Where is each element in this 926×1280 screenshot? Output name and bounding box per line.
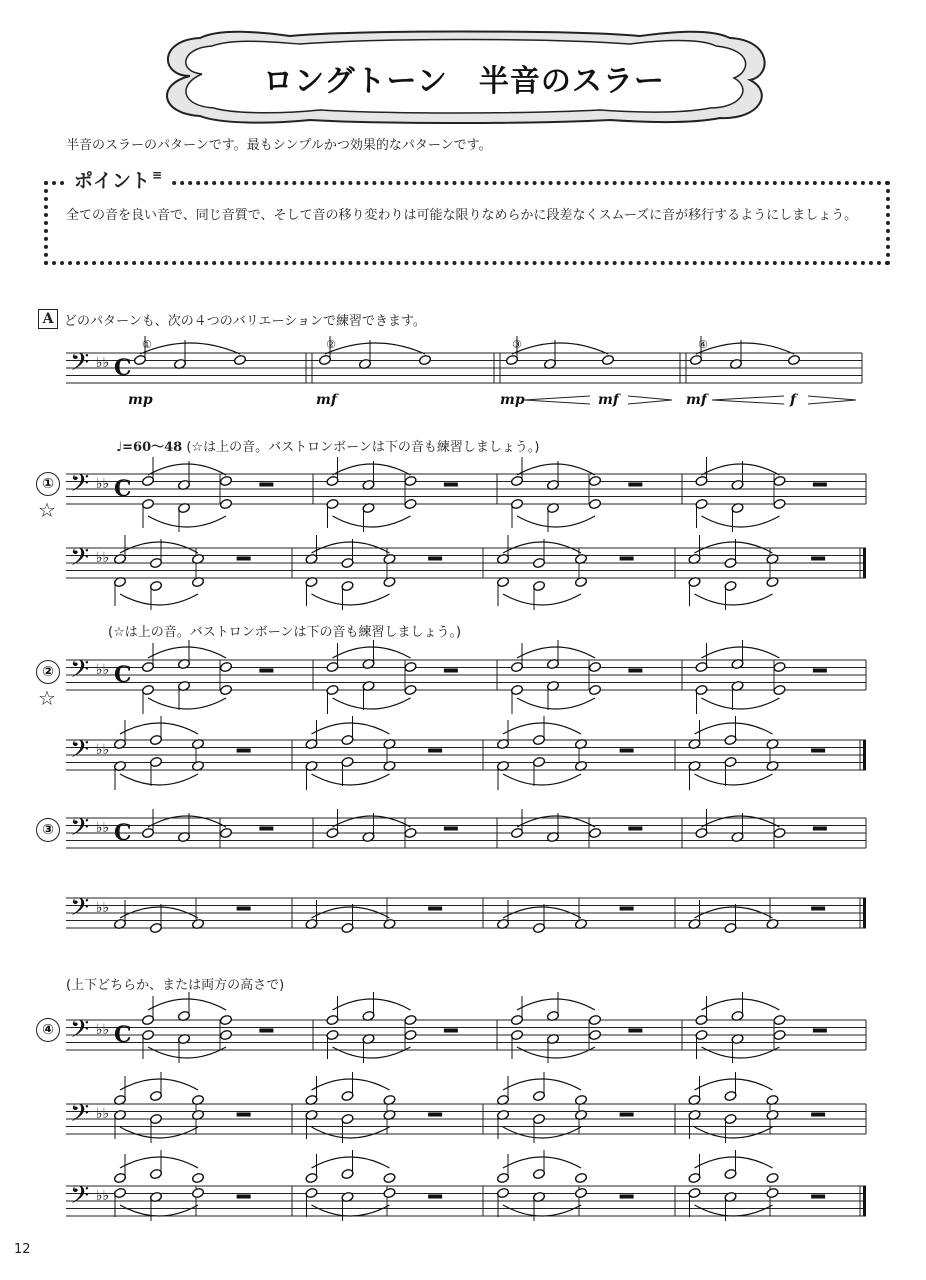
crescendo-hairpin <box>524 396 590 404</box>
slur <box>503 1205 581 1216</box>
time-signature-icon: C <box>114 476 132 502</box>
slur <box>333 516 411 527</box>
slur <box>312 594 390 605</box>
decrescendo-hairpin <box>628 396 672 404</box>
staff <box>66 457 866 532</box>
crescendo-hairpin <box>712 396 784 404</box>
whole-rest <box>813 669 827 673</box>
whole-rest <box>428 557 442 561</box>
whole-rest <box>628 669 642 673</box>
notehead <box>588 475 601 486</box>
slur <box>503 1079 581 1090</box>
bass-clef-icon: 𝄢 <box>70 1099 90 1134</box>
key-signature-icon: ♭♭ <box>96 1188 110 1204</box>
whole-rest <box>813 1029 827 1033</box>
whole-rest <box>444 483 458 487</box>
staff <box>66 640 866 714</box>
slur <box>148 464 226 475</box>
dynamic-marking: mp <box>500 392 525 408</box>
notehead <box>404 661 417 672</box>
slur <box>702 999 780 1010</box>
notehead <box>588 827 601 838</box>
time-signature-icon: C <box>114 1022 132 1048</box>
exercise-number-4: ④ <box>36 1018 60 1042</box>
bass-clef-icon: 𝄢 <box>70 735 90 770</box>
point-text: 全ての音を良い音で、同じ音質で、そして音の移り変わりは可能な限りなめらかに段差なくスムーズに音が移行するようにしましょう。 <box>66 208 858 223</box>
notehead <box>773 684 786 695</box>
key-signature-icon: ♭♭ <box>96 355 110 371</box>
notehead <box>766 1187 779 1198</box>
slur <box>503 723 581 734</box>
slur <box>517 1047 595 1058</box>
slur <box>312 1127 390 1138</box>
notehead <box>773 475 786 486</box>
slur <box>120 1079 198 1090</box>
slur <box>140 343 240 354</box>
notehead <box>219 1029 232 1040</box>
whole-rest <box>428 1113 442 1117</box>
notehead <box>404 827 417 838</box>
slur <box>333 999 411 1010</box>
notehead <box>574 1172 587 1183</box>
notehead <box>588 661 601 672</box>
page-title: ロングトーン 半音のスラー <box>263 64 665 99</box>
whole-rest <box>628 1029 642 1033</box>
dynamic-marking: mf <box>316 392 337 408</box>
variation-number: ④ <box>698 338 708 351</box>
whole-rest <box>444 669 458 673</box>
slur <box>517 999 595 1010</box>
notehead <box>766 1172 779 1183</box>
whole-rest <box>620 1195 634 1199</box>
slur <box>702 516 780 527</box>
notehead <box>588 684 601 695</box>
slur <box>120 723 198 734</box>
notehead <box>787 354 800 365</box>
slur <box>148 698 226 709</box>
staff <box>66 809 866 848</box>
whole-rest <box>813 483 827 487</box>
dynamic-marking: f <box>790 392 797 408</box>
bass-clef-icon: 𝄢 <box>70 655 90 690</box>
key-signature-icon: ♭♭ <box>96 1106 110 1122</box>
slur <box>695 774 773 785</box>
notehead <box>219 827 232 838</box>
slur <box>702 647 780 658</box>
whole-rest <box>428 1195 442 1199</box>
exercise-number-2: ② <box>36 660 60 684</box>
whole-rest <box>628 827 642 831</box>
staff <box>66 716 866 790</box>
whole-rest <box>259 669 273 673</box>
note-1-text: (☆は上の音。バストロンボーンは下の音も練習しましょう。) <box>186 440 540 455</box>
slur <box>695 1079 773 1090</box>
whole-rest <box>237 557 251 561</box>
slur <box>333 698 411 709</box>
intro-text: 半音のスラーのパターンです。最もシンプルかつ効果的なパターンです。 <box>66 138 492 153</box>
whole-rest <box>259 1029 273 1033</box>
whole-rest <box>620 557 634 561</box>
slur <box>696 343 794 354</box>
whole-rest <box>259 827 273 831</box>
notehead <box>588 1014 601 1025</box>
slur <box>148 516 226 527</box>
whole-rest <box>628 483 642 487</box>
whole-rest <box>444 827 458 831</box>
whole-rest <box>237 749 251 753</box>
notehead <box>773 827 786 838</box>
bass-clef-icon: 𝄢 <box>70 1015 90 1050</box>
notehead <box>383 1187 396 1198</box>
notehead <box>219 1014 232 1025</box>
slur <box>517 464 595 475</box>
bass-clef-icon: 𝄢 <box>70 348 90 383</box>
time-signature-icon: C <box>114 820 132 846</box>
notehead <box>233 354 246 365</box>
slur <box>333 647 411 658</box>
whole-rest <box>811 557 825 561</box>
whole-rest <box>428 907 442 911</box>
notehead <box>404 498 417 509</box>
slur <box>148 647 226 658</box>
spark-icon: ≡ <box>152 168 163 182</box>
notehead <box>601 354 614 365</box>
slur <box>120 594 198 605</box>
notehead <box>773 1014 786 1025</box>
whole-rest <box>811 907 825 911</box>
note-2: (☆は上の音。バストロンボーンは下の音も練習しましょう。) <box>108 625 462 640</box>
slur <box>695 1127 773 1138</box>
key-signature-icon: ♭♭ <box>96 476 110 492</box>
whole-rest <box>620 907 634 911</box>
slur <box>120 1157 198 1168</box>
slur <box>312 774 390 785</box>
slur <box>695 1205 773 1216</box>
variation-number: ① <box>142 338 152 351</box>
slur <box>325 343 425 354</box>
slur <box>148 999 226 1010</box>
slur <box>312 723 390 734</box>
variation-number: ③ <box>512 338 522 351</box>
key-signature-icon: ♭♭ <box>96 742 110 758</box>
notehead <box>588 1029 601 1040</box>
notehead <box>191 1187 204 1198</box>
decrescendo-hairpin <box>808 396 856 404</box>
notehead <box>404 475 417 486</box>
notehead <box>383 1172 396 1183</box>
bass-clef-icon: 𝄢 <box>70 469 90 504</box>
bass-clef-icon: 𝄢 <box>70 1181 90 1216</box>
tempo-marking: ♩=60～48 <box>116 440 183 455</box>
staff <box>66 1150 866 1221</box>
slur <box>695 1157 773 1168</box>
notehead <box>773 661 786 672</box>
final-barline <box>863 898 866 928</box>
slur <box>695 723 773 734</box>
notehead <box>773 498 786 509</box>
slur <box>312 1157 390 1168</box>
slur <box>312 1205 390 1216</box>
notehead <box>404 1029 417 1040</box>
whole-rest <box>237 1113 251 1117</box>
slur <box>517 516 595 527</box>
slur <box>333 464 411 475</box>
final-barline <box>863 548 866 578</box>
staff <box>66 336 862 383</box>
notehead <box>418 354 431 365</box>
slur <box>120 1205 198 1216</box>
final-barline <box>863 1186 866 1216</box>
slur <box>312 1079 390 1090</box>
staff <box>66 893 866 934</box>
bass-clef-icon: 𝄢 <box>70 813 90 848</box>
key-signature-icon: ♭♭ <box>96 1022 110 1038</box>
staff <box>66 1072 866 1143</box>
slur <box>702 464 780 475</box>
notehead <box>773 1029 786 1040</box>
whole-rest <box>811 749 825 753</box>
key-signature-icon: ♭♭ <box>96 900 110 916</box>
whole-rest <box>444 1029 458 1033</box>
key-signature-icon: ♭♭ <box>96 820 110 836</box>
whole-rest <box>620 749 634 753</box>
notehead <box>219 661 232 672</box>
variation-number: ② <box>326 338 336 351</box>
note-4: (上下どちらか、または両方の高さで) <box>66 978 285 993</box>
slur <box>503 774 581 785</box>
star-icon: ☆ <box>38 686 56 710</box>
notehead <box>219 475 232 486</box>
key-signature-icon: ♭♭ <box>96 662 110 678</box>
star-icon: ☆ <box>38 498 56 522</box>
section-a-text: どのパターンも、次の４つのバリエーションで練習できます。 <box>64 313 426 329</box>
final-barline <box>863 740 866 770</box>
slur <box>702 698 780 709</box>
dynamic-marking: mp <box>128 392 153 408</box>
slur <box>120 1127 198 1138</box>
page-number: 12 <box>14 1242 31 1257</box>
whole-rest <box>813 827 827 831</box>
slur <box>702 1047 780 1058</box>
point-label-text: ポイント <box>74 170 151 192</box>
notehead <box>191 1172 204 1183</box>
dynamic-marking: mf <box>598 392 619 408</box>
slur <box>517 698 595 709</box>
slur <box>333 1047 411 1058</box>
slur <box>503 1127 581 1138</box>
whole-rest <box>259 483 273 487</box>
notehead <box>404 684 417 695</box>
notehead <box>588 498 601 509</box>
key-signature-icon: ♭♭ <box>96 550 110 566</box>
slur <box>517 647 595 658</box>
staff <box>66 992 866 1063</box>
dynamic-marking: mf <box>686 392 707 408</box>
bass-clef-icon: 𝄢 <box>70 893 90 928</box>
slur <box>512 343 608 354</box>
notehead <box>219 498 232 509</box>
bass-clef-icon: 𝄢 <box>70 543 90 578</box>
notehead <box>574 1187 587 1198</box>
exercise-number-3: ③ <box>36 818 60 842</box>
time-signature-icon: C <box>114 355 132 381</box>
whole-rest <box>237 1195 251 1199</box>
whole-rest <box>237 907 251 911</box>
staff <box>66 535 866 610</box>
exercise-number-1: ① <box>36 472 60 496</box>
whole-rest <box>811 1195 825 1199</box>
notehead <box>404 1014 417 1025</box>
whole-rest <box>811 1113 825 1117</box>
time-signature-icon: C <box>114 662 132 688</box>
slur <box>503 1157 581 1168</box>
notehead <box>219 684 232 695</box>
slur <box>148 1047 226 1058</box>
slur <box>503 594 581 605</box>
slur <box>695 594 773 605</box>
section-a-letter: A <box>38 309 58 329</box>
whole-rest <box>428 749 442 753</box>
slur <box>120 774 198 785</box>
whole-rest <box>620 1113 634 1117</box>
